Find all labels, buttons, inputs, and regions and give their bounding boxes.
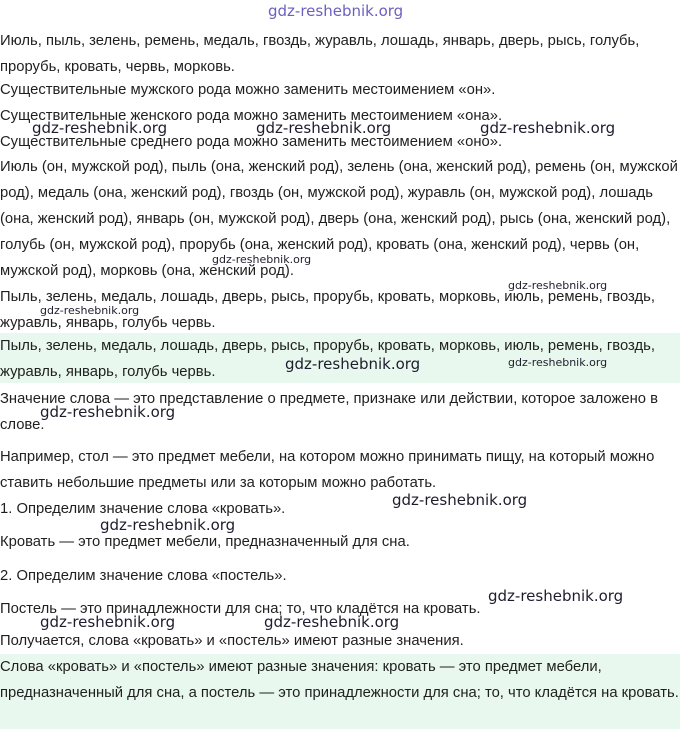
definition-paragraph: Значение слова — это представление о предмете, признаке или действии, которое заложено в слове. <box>0 391 658 433</box>
watermark-top: gdz-reshebnik.org <box>268 2 404 20</box>
step-2: 2. Определим значение слова «постель». <box>0 568 287 584</box>
watermark: gdz-reshebnik.org <box>392 491 528 509</box>
watermark: gdz-reshebnik.org <box>32 119 168 137</box>
rule-neuter: Существительные среднего рода можно заменить местоимением «оно». <box>0 134 503 150</box>
sorted-list: Пыль, зелень, медаль, лошадь, дверь, рысь, прорубь, кровать, морковь, июль, ремень, гвоздь, журавль, январь, голубь червь. <box>0 289 655 331</box>
watermark: gdz-reshebnik.org <box>40 304 140 317</box>
step-1: 1. Определим значение слова «кровать». <box>0 501 286 517</box>
watermark: gdz-reshebnik.org <box>480 119 616 137</box>
watermark: gdz-reshebnik.org <box>508 279 608 292</box>
gender-list: Июль (он, мужской род), пыль (она, женский род), зелень (она, женский род), ремень (он, мужской род), медаль (она, женский род), гвоздь (он, мужской род), журавль (он, мужской род), лошадь (она, женский род), январь (он, мужской род), дверь (она, женский род), рысь (она, женский род), голубь (он, мужской род), прорубь (она, женский род), кровать (она, женский род), червь (он, мужской род), морковь (она, женский род). <box>0 159 678 279</box>
watermark: gdz-reshebnik.org <box>256 119 392 137</box>
bedding-definition: Постель — это принадлежности для сна; то, что кладётся на кровать. <box>0 601 481 617</box>
rule-masculine: Существительные мужского рода можно заменить местоимением «он». <box>0 82 496 98</box>
watermark: gdz-reshebnik.org <box>212 253 312 266</box>
answer-highlight-2: Слова «кровать» и «постель» имеют разные значения: кровать — это предмет мебели, предназначенный для сна, а постель — это принадлежности для сна; то, что кладётся на кровать. <box>0 654 680 729</box>
bed-definition: Кровать — это предмет мебели, предназначенный для сна. <box>0 534 410 550</box>
watermark: gdz-reshebnik.org <box>40 403 176 421</box>
answer-highlight-1: Пыль, зелень, медаль, лошадь, дверь, рысь, прорубь, кровать, морковь, июль, ремень, гвоздь, журавль, январь, голубь червь. <box>0 333 680 383</box>
watermark: gdz-reshebnik.org <box>285 355 421 373</box>
watermark: gdz-reshebnik.org <box>488 587 624 605</box>
watermark: gdz-reshebnik.org <box>508 356 608 369</box>
watermark: gdz-reshebnik.org <box>40 613 176 631</box>
rule-feminine: Существительные женского рода можно заменить местоимением «она». <box>0 108 503 124</box>
watermark: gdz-reshebnik.org <box>264 613 400 631</box>
watermark: gdz-reshebnik.org <box>100 516 236 534</box>
conclusion: Получается, слова «кровать» и «постель» имеют разные значения. <box>0 633 464 649</box>
word-list: Июль, пыль, зелень, ремень, медаль, гвоздь, журавль, лошадь, январь, дверь, рысь, голубь, прорубь, кровать, червь, морковь. <box>0 33 640 75</box>
example-paragraph: Например, стол — это предмет мебели, на котором можно принимать пищу, на который можно ставить небольшие предметы или за которым можно работать. <box>0 449 655 491</box>
